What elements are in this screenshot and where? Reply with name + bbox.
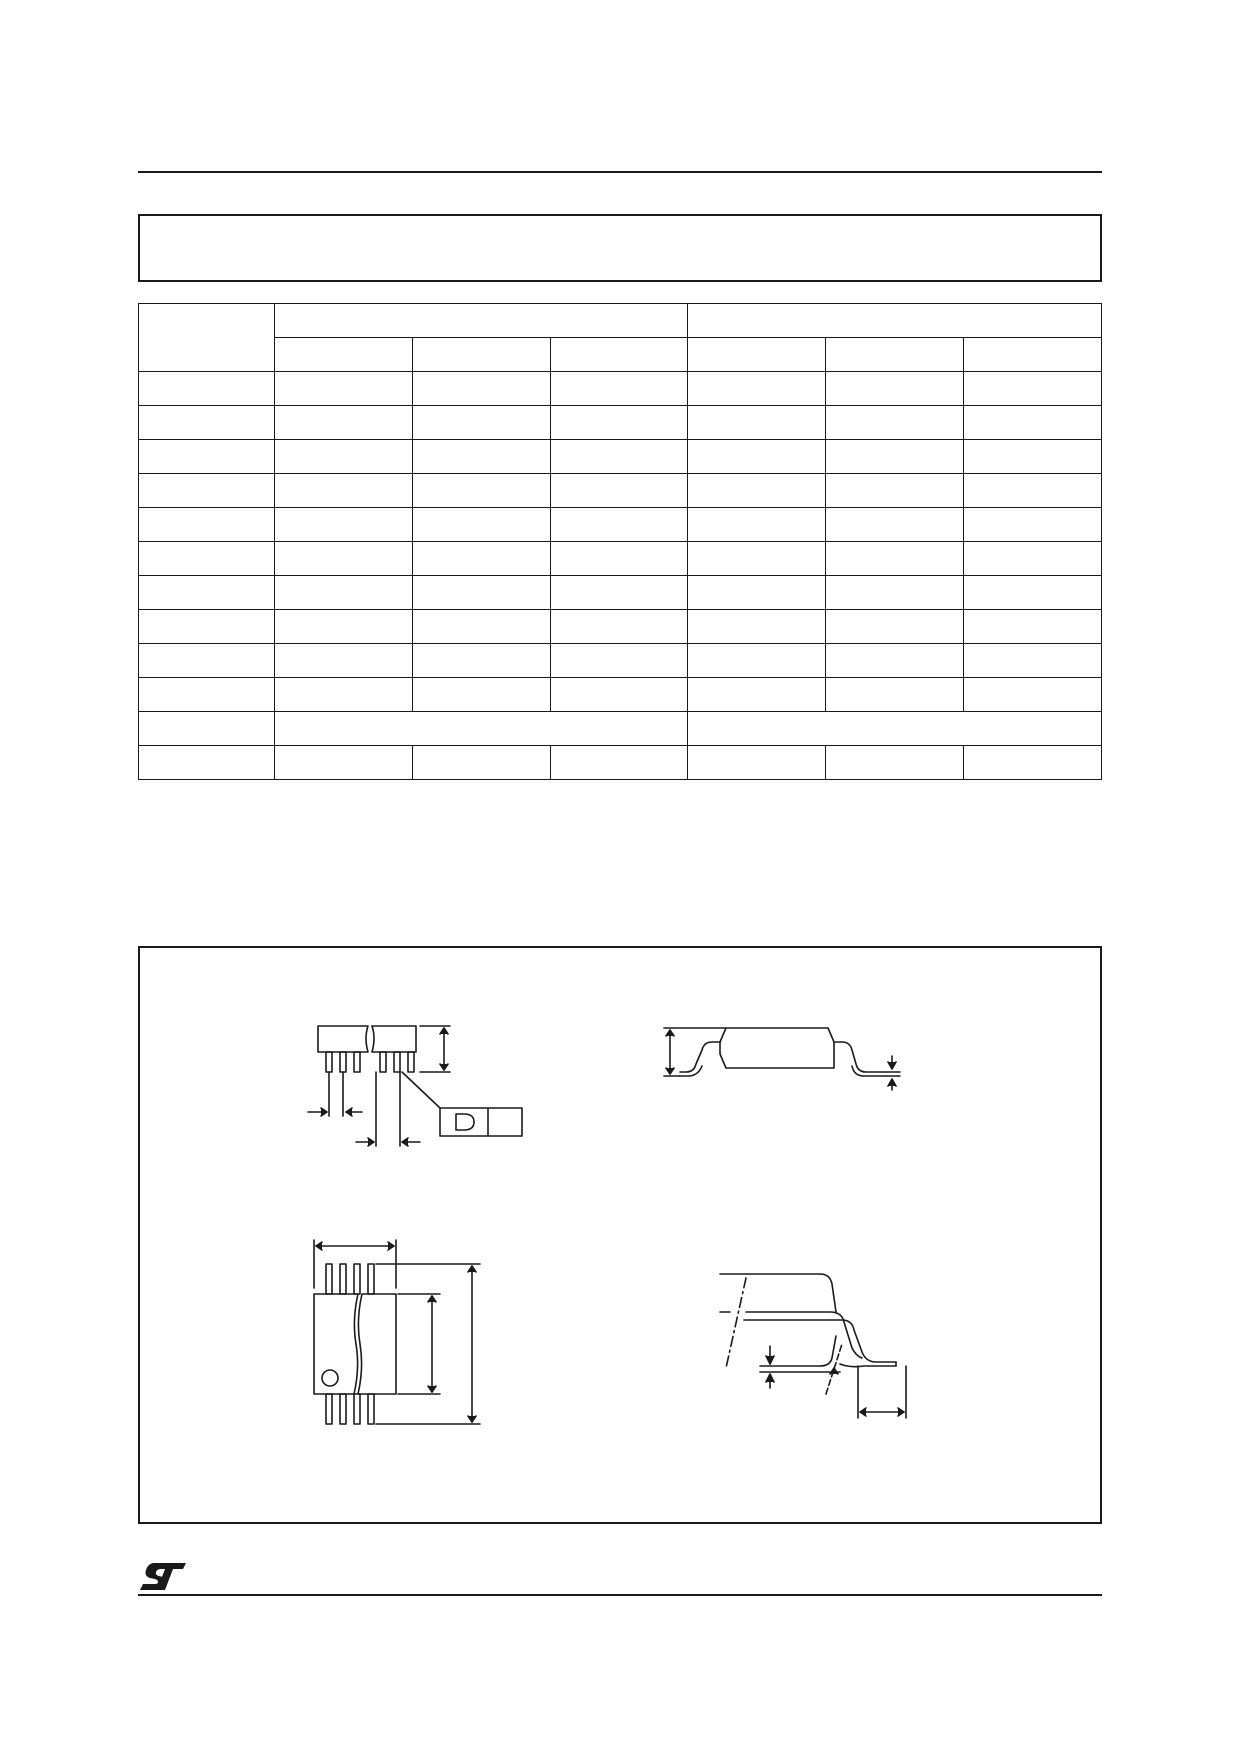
table-row (139, 440, 1102, 474)
package-drawing-box (138, 946, 1102, 1524)
table-row (139, 678, 1102, 712)
table-row (139, 372, 1102, 406)
package-side-view-icon (664, 1028, 900, 1090)
footer-rule (138, 1594, 1102, 1596)
st-logo-icon (139, 1562, 187, 1592)
subheader-cell (412, 338, 550, 372)
package-front-view-icon (308, 1026, 522, 1146)
lead-detail-view-icon (720, 1274, 906, 1418)
table-subheader-row (139, 338, 1102, 372)
package-drawing (140, 948, 1100, 1522)
table-row (139, 610, 1102, 644)
subheader-cell (550, 338, 688, 372)
table-row (139, 406, 1102, 440)
header-millimeters-cell (275, 304, 688, 338)
table-row (139, 508, 1102, 542)
table-row (139, 576, 1102, 610)
table-row (139, 644, 1102, 678)
header-inches-cell (688, 304, 1102, 338)
table-header-row (139, 304, 1102, 338)
package-top-view-icon (314, 1240, 480, 1424)
dimensions-table (138, 303, 1102, 780)
table-row-merged (139, 712, 1102, 746)
subheader-cell (826, 338, 964, 372)
subheader-cell (964, 338, 1102, 372)
header-dim-cell (139, 304, 275, 372)
subheader-cell (688, 338, 826, 372)
table-row (139, 746, 1102, 780)
table-title-box (138, 214, 1102, 282)
header-rule (138, 171, 1102, 173)
subheader-cell (275, 338, 413, 372)
table-row (139, 542, 1102, 576)
table-row (139, 474, 1102, 508)
